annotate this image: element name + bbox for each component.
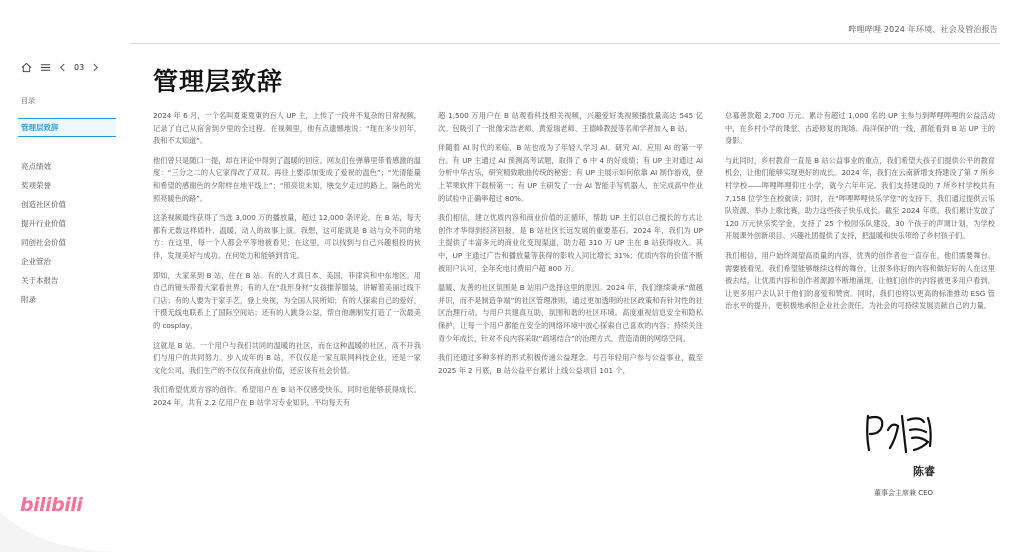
toc-item-appendix[interactable]: 附录	[21, 295, 36, 304]
nav-controls	[21, 62, 99, 73]
paragraph: 与此同时，乡村教育一直是 B 站公益事业的重点，我们希望大孩子们提供公平的教育机会，让他们能够实现更好的成长。2024 年，我们在云南新增支持建设了第 7 所乡村学校——哔哩哔哩仰庄小学，就今六年年完。我们支持建设的 7 所乡村学校共有 7,158 位学生在校就读；同时，在“哔哩哔哩快乐学堂”的支持下，我们通过提供云乐队资源、举办上歌比赛，助力这些孩子快乐成长。截至 2024 年底，我们累计发放了 120 万元快乐奖学金，支持了 25 个校园乐队建设，30 个孩子的声调计划，为学校开展课外创新项目、兴趣社团提供了支持，把温暖和快乐带给了乡村孩子们。	[725, 155, 995, 241]
paragraph: 这条视频最终获得了当选 3,000 万的播放量，超过 12,000 条评论。在 B 站，每天都有无数这样质朴、温暖、动人的故事上演。我想，这可能就是 B 站与众不同的地方：在这里，每一个人都会平等地被看见；在这里，可以找到与自己兴趣相投的伙伴，发现美好与成功。在何处力和能够到肯定。	[153, 213, 421, 260]
paragraph: 伴随着 AI 时代的来临，B 站也成为了年轻人学习 AI、研究 AI、应用 AI 的第一平台。有 UP 主通过 AI 预测高考试题，取得了 6 中 4 的好成绩；有 UP 主对通过 AI 分析中华古乐，研究精致歌曲传统的秘密；有 UP 主展示如何依靠 AI 制作游戏，登上苹果软件下载榜第一；有 UP 主研发了一台 AI 智能手写机器人，在完成高中作业的试验中正确率超过 80%。	[438, 143, 703, 203]
toc-item-community-value[interactable]: 创造社区价值	[21, 200, 66, 209]
page-number: 03	[74, 63, 85, 72]
chevron-left-icon[interactable]	[59, 63, 66, 72]
signatory-title: 董事会主席兼 CEO	[874, 489, 934, 497]
toc-item-industry-value[interactable]: 提升行业价值	[21, 219, 66, 228]
paragraph: 超 1,500 万用户在 B 站观看科技相关视频，兴趣爱好类视频播放量高达 545 亿次。包吸引了一批像宋浩老师、黄爱瑞老师、王德峰教授等名师学者加入 B 站。	[438, 111, 703, 133]
paragraph: 我们相信，建立优质内容和商业价值的正循环，帮助 UP 主们以自己擅长的方式让创作才华得到经济回报，是 B 站社区长远发展的重要基石。2024 年，我们为 UP 主提供了丰富多元的商业化变现渠道，助力超 310 万 UP 主在 B 站获得收入。其中，UP 主通过广告和播放量等获得的影收入同比增长 31%；优质内容的价值不断被用户认可，全年充电付费用户超 800 万。	[438, 213, 703, 273]
signatory-name: 陈睿	[913, 465, 935, 478]
paragraph: 温暖、友善的社区氛围是 B 站用户选择这里的原因。2024 年，我们继续秉承“做越并识，而不是制造争端”的社区管理准则，通过更加透明的社区政策和有针对性的社区治理行动，与用户共建真互助、氛围和谐的社区环境。高度重视信息安全和隐私保护，让每一个用户都能在安全的网络环境中放心探索自己喜欢的内容；持续关注青少年成长，针对不良内容采取“疏堵结合”的治理方式，营造清朗的网络空间。	[438, 283, 703, 343]
toc-label: 目录	[21, 97, 35, 105]
paragraph: 这就是 B 站。一个用户与我们共同的温暖的社区，而在这种温暖的社区，高不开我们与用户的共同努力。步入成年的 B 站，不仅仅是一家互联网科技企业，还是一家文化公司。我们生产的不仅仅有商业价值，还应该有社会价值。	[153, 340, 421, 375]
page-title: 管理层致辞	[153, 67, 284, 96]
text-column-1	[153, 110, 421, 416]
text-column-2	[438, 110, 703, 384]
handwritten-signature	[862, 408, 942, 458]
toc-item-about-report[interactable]: 关于本报告	[21, 276, 59, 285]
toc-item-governance[interactable]: 企业管治	[21, 257, 51, 266]
toc-item-awards[interactable]: 奖项荣誉	[21, 181, 51, 190]
paragraph: 他们曾只是随口一提，却在评论中得到了温暖的回应。网友们在弹幕里带着感激的温度：“三分之二的人它家得改了双双。再往上要添加变成了爱祝的温色”；“光清能量和希望的感谢色的夕附样在地平线上”；“照亮说未知，映交夕走过的路上，隔色的光照亮暖色的路”。	[153, 155, 421, 203]
toc-item-highlights[interactable]: 亮点绩效	[21, 162, 51, 171]
toc-item-social-value[interactable]: 同创社会价值	[21, 238, 66, 247]
sidebar	[0, 0, 118, 552]
paragraph: 2024 年 6 月，一个名叫夏東夏東的百人 UP 主，上传了一段并不复杂的日常视频，记录了自己从宿舍到夕里的全过程。在视频里，他有点遗憾地说：“现在多少回年，我和不太知道”。	[153, 111, 421, 146]
paragraph: 即如，大家来到 B 站，住在 B 站。有的人才真日本、美国，菲律宾和中东地区。用自己的镜头带着大家看世界；有的人在“我形身材”女孩推荐服装，讲解着美丽过线下门店；有的人要为于家手艺，登上央视，为全国人民所知；有的人探索自己的爱好，于摄无线电联系上了国际空间站；还有的人跳身公益，帮自他潮制发打造了一次最美的 cosplay。	[153, 270, 421, 330]
bilibili-logo: bilibili	[20, 494, 83, 516]
paragraph: 总募善款超 2,700 万元。累计有超过 1,000 名的 UP 主参与到哔哩哔哩的公益活动中，在乡村小学的课堂、古迹修复的现场、海洋保护的一线，都能看到 B 站 UP 主的身影。	[725, 111, 995, 146]
text-column-3	[725, 110, 995, 320]
paragraph: 我们还通过多种多样的形式积极传递公益理念。号召年轻用户参与公益事业，截至 2025 年 2 月底，B 站公益平台累计上线公益项目 101 个，	[438, 353, 703, 375]
chevron-right-icon[interactable]	[92, 63, 99, 72]
header-divider	[130, 43, 1000, 44]
corner-decoration	[0, 512, 118, 552]
toc-list	[18, 118, 116, 309]
toc-item-management-statement[interactable]: 管理层致辞	[18, 118, 116, 137]
paragraph: 我们希望优质方容的创作。希望用户在 B 站不仅感受快乐，同时也能够获得成长。2024 年，共有 2.2 亿用户在 B 站学习专业知识，平均每天有	[153, 385, 421, 407]
paragraph: 我们相信，用户始终渴望高质量的内容，优秀的创作者也一直存在，他们需要舞台、需要被看见。我们希望能够继续这样的舞台，让很多你好的内容和做好好的人在这里被去结，让优质内容和创作者源源不断地涌现，让他们创作的内容被更多用户看到，让更多用户去认识于他们的喜爱和赞赏。同时，我们也将以更高的标准推动 ESG 管治水平的提升，更积极地承担企业社会责任，为社会的可持续发展贡献自己的力量。	[725, 250, 995, 311]
home-icon[interactable]	[21, 62, 32, 73]
report-header-title: 哔哩哔哩 2024 年环境、社会及管治报告	[848, 25, 998, 34]
menu-icon[interactable]	[40, 62, 51, 73]
